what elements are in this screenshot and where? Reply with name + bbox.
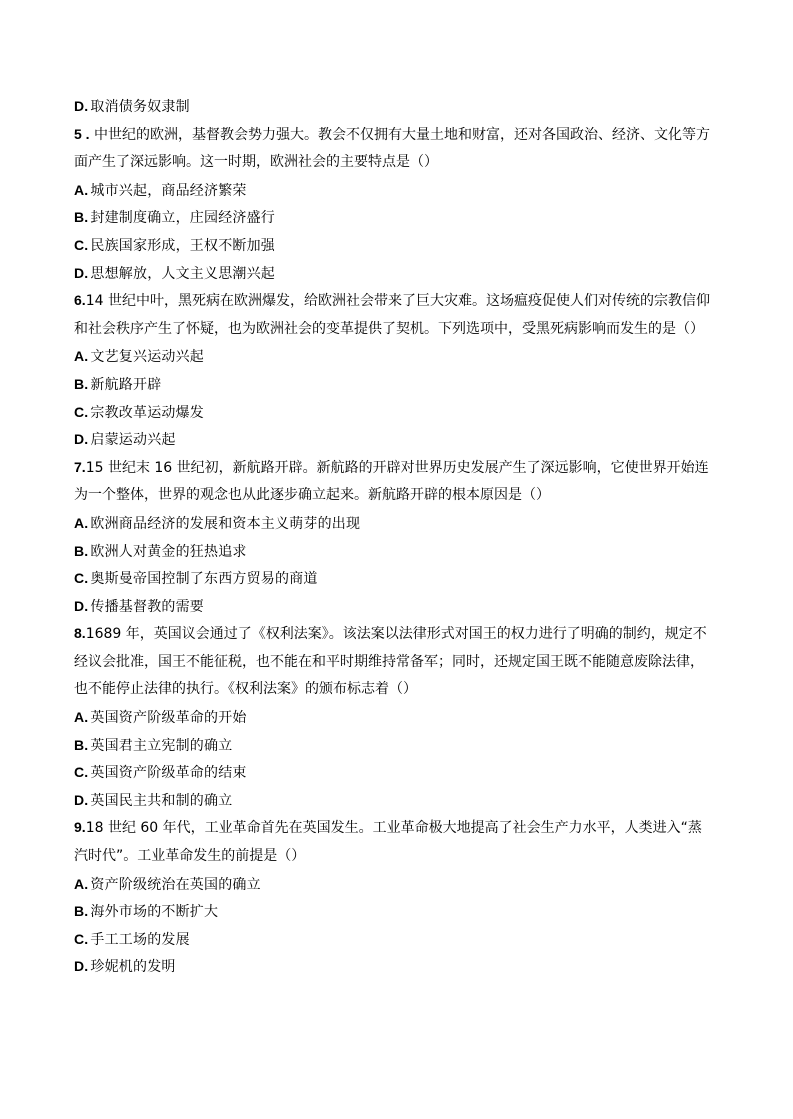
question-number: 5 . [74, 125, 90, 142]
option-5-d: D. 思想解放，人文主义思潮兴起 [74, 264, 276, 282]
option-9-c: C. 手工工场的发展 [74, 930, 190, 948]
question-number: 9. [74, 819, 86, 836]
question-9-stem: 9.18 世纪 60 年代，工业革命首先在英国发生。工业革命极大地提高了社会生产力水平，人类进入“蒸汽时代”。工业革命发生的前提是（） [74, 819, 702, 865]
option-5-c: C. 民族国家形成，王权不断加强 [74, 236, 276, 254]
option-6-d: D. 启蒙运动兴起 [74, 431, 176, 449]
option-6-c: C. 宗教改革运动爆发 [74, 403, 205, 421]
question-number: 6. [74, 292, 86, 309]
option-8-c: C. 英国资产阶级革命的结束 [74, 764, 247, 782]
option-6-b: B. 新航路开辟 [74, 375, 162, 393]
option-5-b: B. 封建制度确立，庄园经济盛行 [74, 209, 276, 227]
option-7-c: C. 奥斯曼帝国控制了东西方贸易的商道 [74, 570, 318, 588]
question-number: 7. [74, 458, 86, 475]
question-number: 8. [74, 625, 86, 642]
option-9-a: A. 资产阶级统治在英国的确立 [74, 875, 261, 893]
option-7-d: D. 传播基督教的需要 [74, 597, 205, 615]
option-8-a: A. 英国资产阶级革命的开始 [74, 709, 247, 727]
question-list [74, 93, 714, 981]
question-5-stem: 5 . 中世纪的欧洲，基督教会势力强大。教会不仅拥有大量土地和财富，还对各国政治、经济、文化等方面产生了深远影响。这一时期，欧洲社会的主要特点是（） [74, 125, 711, 171]
question-7-stem: 7.15 世纪末 16 世纪初，新航路开辟。新航路的开辟对世界历史发展产生了深远影响，它使世界开始连为一个整体，世界的观念也从此逐步确立起来。新航路开辟的根本原因是（） [74, 458, 709, 504]
option-8-d: D. 英国民主共和制的确立 [74, 791, 233, 809]
option-6-a: A. 文艺复兴运动兴起 [74, 348, 205, 366]
option-9-d: D. 珍妮机的发明 [74, 958, 176, 976]
option-7-a: A. 欧洲商品经济的发展和资本主义萌芽的出现 [74, 514, 361, 532]
option-4-d: D. 取消债务奴隶制 [74, 98, 190, 115]
option-7-b: B. 欧洲人对黄金的狂热追求 [74, 542, 247, 560]
option-8-b: B. 英国君主立宪制的确立 [74, 736, 233, 754]
option-9-b: B. 海外市场的不断扩大 [74, 903, 219, 921]
question-8-stem: 8.1689 年，英国议会通过了《权利法案》。该法案以法律形式对国王的权力进行了明确的制约，规定不经议会批准，国王不能征税，也不能在和平时期维持常备军；同时，还规定国王既不能随意废除法律，也不能停止法律的执行。《权利法案》的颁布标志着（） [74, 625, 707, 698]
question-6-stem: 6.14 世纪中叶，黑死病在欧洲爆发，给欧洲社会带来了巨大灾难。这场瘟疫促使人们对传统的宗教信仰和社会秩序产生了怀疑，也为欧洲社会的变革提供了契机。下列选项中，受黑死病影响而发生的是（） [74, 292, 710, 337]
option-5-a: A. 城市兴起，商品经济繁荣 [74, 181, 247, 199]
